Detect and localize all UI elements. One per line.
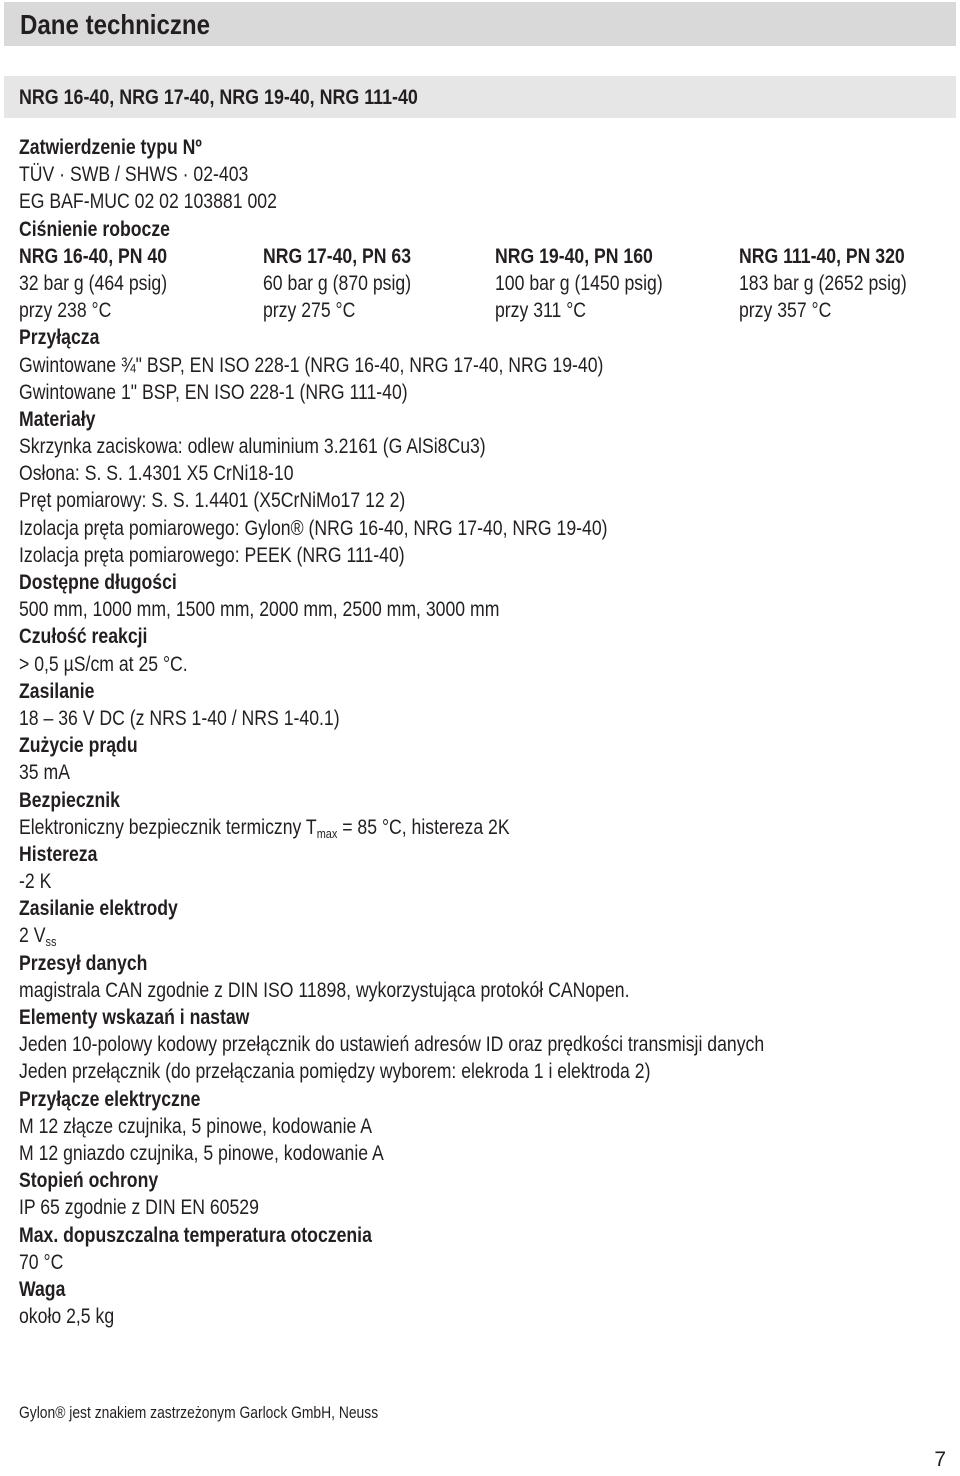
fuse-subscript: max (316, 825, 338, 841)
electrical-connection-line: M 12 gniazdo czujnika, 5 pinowe, kodowanie A (19, 1141, 384, 1165)
power-supply-heading: Zasilanie (19, 679, 95, 703)
materials-line: Izolacja pręta pomiarowego: Gylon® (NRG 16-40, NRG 17-40, NRG 19-40) (19, 516, 608, 540)
electrode-supply-subscript: ss (45, 934, 57, 950)
pressure-model: NRG 111-40, PN 320 (739, 244, 905, 268)
trademark-footnote: Gylon® jest znakiem zastrzeżonym Garlock GmbH, Neuss (19, 1404, 379, 1422)
materials-line: Skrzynka zaciskowa: odlew aluminium 3.2161 (G AlSi8Cu3) (19, 435, 486, 459)
data-transfer-value: magistrala CAN zgodnie z DIN ISO 11898, wykorzystująca protokół CANopen. (19, 978, 630, 1002)
sensitivity-value: > 0,5 µS/cm at 25 °C. (19, 652, 188, 676)
protection-heading: Stopień ochrony (19, 1169, 159, 1193)
pressure-models-row (19, 243, 949, 270)
fuse-heading: Bezpiecznik (19, 788, 120, 812)
lengths-value: 500 mm, 1000 mm, 1500 mm, 2000 mm, 2500 mm, 3000 mm (19, 598, 500, 622)
pressure-value: 60 bar g (870 psig) (263, 271, 412, 295)
electrical-connection-heading: Przyłącze elektryczne (19, 1087, 201, 1111)
electrode-supply-heading: Zasilanie elektrody (19, 897, 178, 921)
fuse-value (19, 814, 800, 841)
connections-line: Gwintowane 1" BSP, EN ISO 228-1 (NRG 111-40) (19, 380, 408, 404)
models-heading-bar (4, 76, 956, 118)
consumption-value: 35 mA (19, 761, 70, 785)
page-title: Dane techniczne (20, 9, 211, 40)
weight-value: około 2,5 kg (19, 1305, 115, 1329)
controls-line: Jeden 10-polowy kodowy przełącznik do ustawień adresów ID oraz prędkości transmisji danych (19, 1033, 765, 1057)
page-title-bar (4, 2, 956, 46)
data-transfer-heading: Przesył danych (19, 951, 148, 975)
electrical-connection-line: M 12 złącze czujnika, 5 pinowe, kodowanie A (19, 1114, 373, 1138)
consumption-heading: Zużycie prądu (19, 734, 138, 758)
electrode-supply-prefix: 2 V (19, 924, 46, 948)
type-approval-heading: Zatwierdzenie typu Nº (19, 136, 202, 159)
materials-line: Osłona: S. S. 1.4301 X5 CrNi18-10 (19, 462, 294, 486)
pressure-value: 183 bar g (2652 psig) (739, 271, 907, 295)
page-number: 7 (934, 1448, 946, 1471)
pressure-values-row (19, 270, 949, 297)
controls-heading: Elementy wskazań i nastaw (19, 1006, 250, 1029)
hysteresis-value: -2 K (19, 870, 52, 894)
models-heading: NRG 16-40, NRG 17-40, NRG 19-40, NRG 111-40 (19, 86, 418, 109)
fuse-prefix: Elektroniczny bezpiecznik termiczny T (19, 815, 317, 839)
max-temp-value: 70 °C (19, 1250, 64, 1274)
power-supply-value: 18 – 36 V DC (z NRS 1-40 / NRS 1-40.1) (19, 706, 340, 730)
lengths-heading: Dostępne długości (19, 571, 177, 594)
pressure-temps-row (19, 297, 949, 324)
pressure-model: NRG 17-40, PN 63 (263, 244, 412, 268)
pressure-temperature: przy 311 °C (495, 299, 587, 323)
hysteresis-heading: Histereza (19, 842, 98, 866)
pressure-temperature: przy 357 °C (739, 299, 832, 323)
pressure-temperature: przy 238 °C (19, 299, 112, 323)
connections-heading: Przyłącza (19, 326, 100, 350)
working-pressure-heading: Ciśnienie robocze (19, 217, 170, 241)
materials-line: Izolacja pręta pomiarowego: PEEK (NRG 111-40) (19, 543, 405, 567)
connections-line: Gwintowane ¾" BSP, EN ISO 228-1 (NRG 16-40, NRG 17-40, NRG 19-40) (19, 353, 604, 377)
pressure-value: 100 bar g (1450 psig) (495, 271, 663, 295)
pressure-model: NRG 16-40, PN 40 (19, 244, 168, 268)
fuse-suffix: = 85 °C, histereza 2K (337, 815, 510, 839)
max-temp-heading: Max. dopuszczalna temperatura otoczenia (19, 1223, 372, 1247)
sensitivity-heading: Czułość reakcji (19, 625, 148, 649)
spec-list (19, 134, 949, 1330)
controls-line: Jeden przełącznik (do przełączania pomiędzy wyborem: elekroda 1 i elektroda 2) (19, 1060, 651, 1084)
type-approval-line: TÜV · SWB / SHWS · 02-403 (19, 163, 249, 187)
pressure-temperature: przy 275 °C (263, 299, 356, 323)
protection-value: IP 65 zgodnie z DIN EN 60529 (19, 1196, 259, 1220)
weight-heading: Waga (19, 1277, 66, 1301)
type-approval-line: EG BAF-MUC 02 02 103881 002 (19, 190, 277, 214)
pressure-value: 32 bar g (464 psig) (19, 271, 168, 295)
pressure-model: NRG 19-40, PN 160 (495, 244, 653, 268)
materials-heading: Materiały (19, 407, 96, 431)
materials-line: Pręt pomiarowy: S. S. 1.4401 (X5CrNiMo17 12 2) (19, 489, 406, 513)
electrode-supply-value (19, 922, 800, 949)
